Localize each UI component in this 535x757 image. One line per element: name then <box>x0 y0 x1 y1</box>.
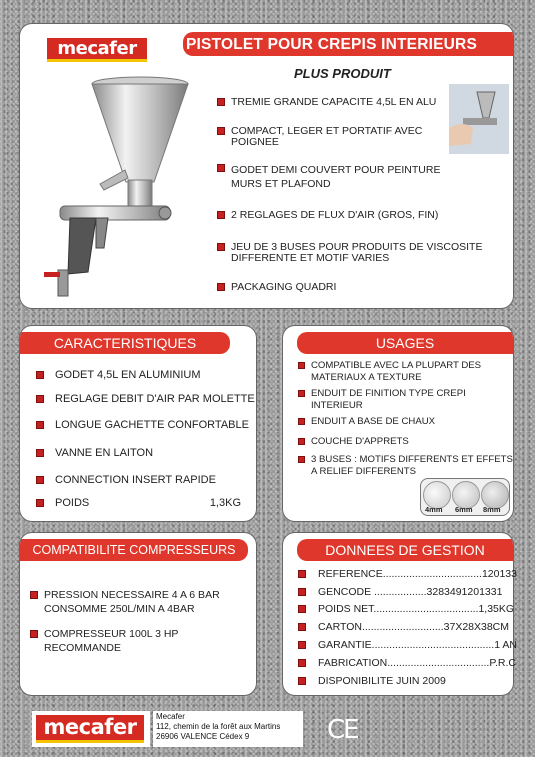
bullet-icon <box>298 623 306 631</box>
bullet-icon <box>217 127 225 135</box>
bullet-icon <box>36 449 44 457</box>
bullet-icon <box>36 421 44 429</box>
bullet-icon <box>298 362 305 369</box>
address-line-1: 112, chemin de la forêt aux Martins <box>156 722 281 731</box>
company-name: Mecafer <box>156 712 185 721</box>
feature-item: COMPACT, LEGER ET PORTATIF AVEC POIGNEE <box>217 126 431 148</box>
usage-item: ENDUIT A BASE DE CHAUX <box>298 416 435 428</box>
footer-brand-logo: mecafer <box>36 715 144 743</box>
usage-item: 3 BUSES : MOTIFS DIFFERENTS ET EFFETS A RELIEF DIFFERENTS <box>298 454 516 478</box>
bullet-icon <box>217 243 225 251</box>
bullet-icon <box>30 591 38 599</box>
bullet-icon <box>30 630 38 638</box>
characteristic-item: REGLAGE DEBIT D'AIR PAR MOLETTE <box>36 393 255 405</box>
management-row: REFERENCE..................................120133 <box>298 568 517 580</box>
spray-gun-image <box>30 72 200 302</box>
nozzle-samples <box>420 478 510 516</box>
bullet-icon <box>298 605 306 613</box>
management-row: GENCODE ..................3283491201331 <box>298 586 502 598</box>
nozzle-label: 4mm <box>425 505 443 514</box>
feature-item: PACKAGING QUADRI <box>217 282 336 293</box>
management-row: GARANTIE..........................................1 AN <box>298 639 517 651</box>
bullet-icon <box>36 395 44 403</box>
management-row: FABRICATION...................................P.R.C <box>298 657 516 669</box>
bullet-icon <box>298 588 306 596</box>
bullet-icon <box>298 659 306 667</box>
characteristic-item: POIDS 1,3KG <box>36 497 241 509</box>
compressors-title: COMPATIBILITE COMPRESSEURS <box>20 539 248 561</box>
bullet-icon <box>298 438 305 445</box>
compressor-item: PRESSION NECESSAIRE 4 A 6 BAR CONSOMME 250L/MIN A 4BAR <box>30 588 229 616</box>
characteristic-item: VANNE EN LAITON <box>36 447 153 459</box>
characteristic-item: CONNECTION INSERT RAPIDE <box>36 474 216 486</box>
bullet-icon <box>217 98 225 106</box>
management-title: DONNEES DE GESTION <box>297 539 513 561</box>
feature-item: TREMIE GRANDE CAPACITE 4,5L EN ALU <box>217 97 461 108</box>
usages-title: USAGES <box>297 332 513 354</box>
brand-logo: mecafer <box>47 38 147 62</box>
compressor-item: COMPRESSEUR 100L 3 HP RECOMMANDE <box>30 627 204 655</box>
bullet-icon <box>217 211 225 219</box>
bullet-icon <box>217 164 225 172</box>
feature-item: GODET DEMI COUVERT POUR PEINTURE MURS ET PLAFOND <box>217 163 461 191</box>
feature-item: JEU DE 3 BUSES POUR PRODUITS DE VISCOSITE DIFFERENTE ET MOTIF VARIES <box>217 242 496 264</box>
bullet-icon <box>298 390 305 397</box>
bullet-icon <box>298 456 305 463</box>
characteristics-title: CARACTERISTIQUES <box>20 332 230 354</box>
bullet-icon <box>298 570 306 578</box>
bullet-icon <box>36 371 44 379</box>
usage-item: COUCHE D'APPRETS <box>298 436 409 448</box>
management-row: DISPONIBILITE JUIN 2009 <box>298 675 446 687</box>
feature-item: 2 REGLAGES DE FLUX D'AIR (GROS, FIN) <box>217 210 471 221</box>
bullet-icon <box>217 283 225 291</box>
ce-mark-icon: CE <box>327 715 358 745</box>
management-row: POIDS NET....................................1,35KG <box>298 603 514 615</box>
address-line-2: 26906 VALENCE Cédex 9 <box>156 732 250 741</box>
characteristic-item: LONGUE GACHETTE CONFORTABLE <box>36 419 249 431</box>
usage-item: ENDUIT DE FINITION TYPE CREPI INTERIEUR <box>298 388 491 412</box>
bullet-icon <box>298 641 306 649</box>
nozzle-label: 6mm <box>455 505 473 514</box>
bullet-icon <box>298 418 305 425</box>
characteristic-item: GODET 4,5L EN ALUMINIUM <box>36 369 200 381</box>
bullet-icon <box>298 677 306 685</box>
nozzle-label: 8mm <box>483 505 501 514</box>
usage-item: COMPATIBLE AVEC LA PLUPART DES MATERIAUX A TEXTURE <box>298 360 511 384</box>
page-title: PISTOLET POUR CREPIS INTERIEURS <box>186 36 477 53</box>
footer-address <box>153 711 303 747</box>
management-row: CARTON............................37X28X38CM <box>298 621 509 633</box>
bullet-icon <box>36 499 44 507</box>
bullet-icon <box>36 476 44 484</box>
product-in-use-photo <box>449 84 509 154</box>
subtitle: PLUS PRODUIT <box>294 66 391 81</box>
